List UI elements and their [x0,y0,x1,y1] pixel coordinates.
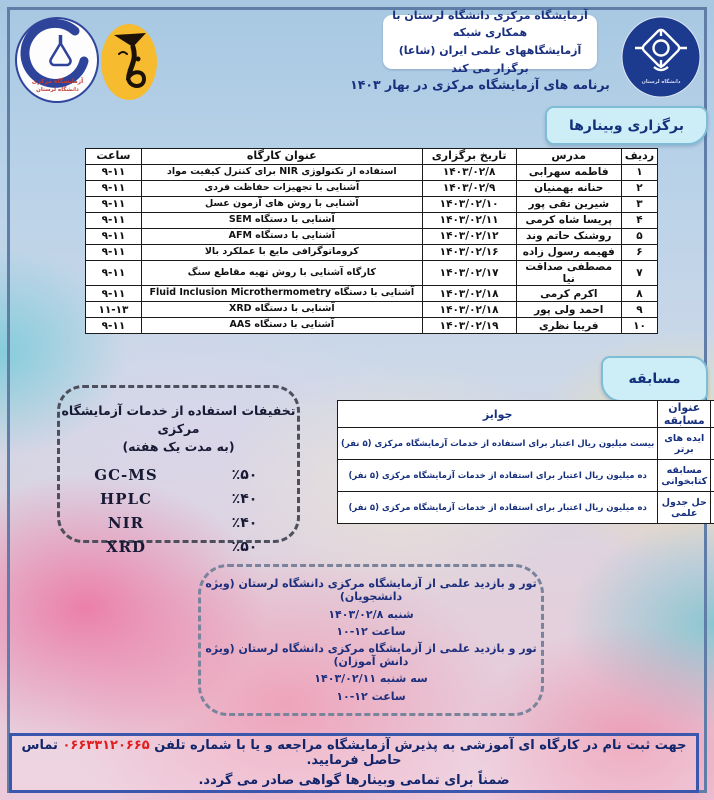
list-item [60,511,297,535]
cell-date [422,213,516,229]
footer-note [9,733,699,793]
cell-competition-title: حل جدول علمی [658,492,711,524]
list-item [60,463,297,487]
cell-date [422,229,516,245]
competition-header-row [338,401,714,428]
cell-title: آشنایی با دستگاه XRD [141,302,422,318]
time-value: ۹-۱۱ [101,182,126,195]
cell-row: ۸ [622,286,658,302]
table-row [86,213,658,229]
table-row [86,197,658,213]
tour-date-line [205,608,537,621]
webinars-table [85,148,658,334]
discounts-title-line2: (به مدت یک هفته) [122,439,235,455]
tour-time: ۱۰-۱۲ [336,689,368,703]
footer-certificate-line: ضمناً برای تمامی وبینارها گواهی صادر می گردد. [198,773,510,788]
cell-prize: ده میلیون ریال اعتبار برای استفاده از خدمات آزمایشگاه مرکزی (۵ نفر) [338,492,658,524]
col-date: تاریخ برگزاری [422,149,516,165]
tour-title: تور و بازدید علمی از آزمایشگاه مرکزی دانشگاه لرستان (ویژه دانش آموزان) [205,642,537,669]
university-emblem-icon [621,16,701,98]
discount-service: GC-MS [94,466,158,485]
tour-title: تور و بازدید علمی از آزمایشگاه مرکزی دانشگاه لرستان (ویژه دانشجویان) [205,577,537,604]
cell-row [711,492,714,524]
cell-title: آشنایی با دستگاه AAS [141,318,422,334]
central-lab-logo [15,17,100,104]
cell-row: ۱ [622,165,658,181]
cell-date [422,197,516,213]
tour-time-label: ساعت [371,689,406,703]
cell-time [86,245,142,261]
discount-percent: ٪۴۰ [231,491,258,508]
time-value: ۹-۱۱ [101,166,126,179]
cell-row: ۵ [622,229,658,245]
webinars-header-row [86,149,658,165]
discount-service: HPLC [100,490,152,509]
cell-time [86,318,142,334]
col-competition-title: عنوان مسابقه [658,401,711,428]
tour-time-label: ساعت [371,624,406,638]
table-row [86,165,658,181]
cell-title: آشنایی با روش های آزمون عسل [141,197,422,213]
table-row [86,245,658,261]
footer-text-after-phone: تماس حاصل فرمایید. [21,738,402,768]
discounts-title-line1: تخفیفات استفاده از خدمات آزمایشگاه مرکزی [61,403,296,437]
cell-time [86,261,142,286]
tour-time-line [205,625,537,638]
cell-date [422,318,516,334]
date-value: ۱۴۰۳/۰۲/۸ [442,166,496,179]
competition-table [337,400,714,524]
table-row [86,229,658,245]
date-value: ۱۴۰۳/۰۲/۱۸ [439,303,499,316]
tour-time: ۱۰-۱۲ [336,624,368,638]
competition-section-banner: مسابقه [601,356,708,402]
cell-time [86,165,142,181]
discounts-box [57,385,300,557]
date-value: ۱۴۰۳/۰۲/۱۶ [439,246,499,259]
cell-date [422,165,516,181]
cell-title: آشنایی با تجهیزات حفاظت فردی [141,181,422,197]
cell-prize: ده میلیون ریال اعتبار برای استفاده از خدمات آزمایشگاه مرکزی (۵ نفر) [338,460,658,492]
cell-instructor: احمد ولی پور [516,302,622,318]
col-row [711,401,714,428]
cell-row: ۴ [622,213,658,229]
table-row [86,181,658,197]
table-row [338,492,714,524]
table-row [86,261,658,286]
cell-title: کارگاه آشنایی با روش تهیه مقاطع سنگ [141,261,422,286]
cell-row: ۲ [622,181,658,197]
cell-date [422,245,516,261]
col-row: ردیف [622,149,658,165]
time-value: ۹-۱۱ [101,287,126,300]
central-lab-logo-line1: آزمایشگاه مرکزی [31,78,84,85]
col-prize: جوایز [338,401,658,428]
poster-title-line2: آزمایشگاههای علمی ایران (شاعا) برگزار می کند [398,44,582,75]
cell-row [711,428,714,460]
discount-percent: ٪۴۰ [231,515,258,532]
date-value: ۱۴۰۳/۰۲/۱۷ [439,267,499,280]
cell-instructor: فهیمه رسول زاده [516,245,622,261]
date-value: ۱۴۰۳/۰۲/۱۲ [439,230,499,243]
university-logo [621,16,701,98]
discount-percent: ٪۵۰ [231,539,258,556]
footer-text-before-phone: جهت ثبت نام در کارگاه ای آموزشی به پذیرش آزمایشگاه مراجعه و یا با شماره تلفن [154,738,687,753]
cell-title: کروماتوگرافی مایع با عملکرد بالا [141,245,422,261]
poster-title-line1: آزمایشگاه مرکزی دانشگاه لرستان با همکاری شبکه [392,8,588,40]
cell-title: آشنایی با دستگاه Fluid Inclusion Microthermometry [141,286,422,302]
table-row [86,286,658,302]
cell-instructor: شیرین تقی پور [516,197,622,213]
date-value: ۱۴۰۳/۰۲/۱۸ [439,287,499,300]
col-instructor: مدرس [516,149,622,165]
tours-box [198,564,544,716]
phone-number: ۰۶۶۳۳۱۲۰۶۶۵ [62,738,150,753]
tour-date: ۱۴۰۳/۰۲/۱۱ [314,672,377,686]
time-value: ۹-۱۱ [101,319,126,332]
cell-instructor: پریسا شاه کرمی [516,213,622,229]
cell-date [422,302,516,318]
discounts-list [60,463,297,559]
shaa-calligraphy-icon [100,23,158,101]
cell-date [422,181,516,197]
date-value: ۱۴۰۳/۰۲/۹ [442,182,496,195]
table-row [338,460,714,492]
cell-time [86,213,142,229]
cell-instructor: اکرم کرمی [516,286,622,302]
time-value: ۹-۱۱ [101,246,126,259]
cell-title: استفاده از تکنولوژی NIR برای کنترل کیفیت مواد [141,165,422,181]
cell-row [711,460,714,492]
cell-row: ۹ [622,302,658,318]
cell-competition-title: مسابقه کتابخوانی [658,460,711,492]
date-value: ۱۴۰۳/۰۲/۱۱ [439,214,499,227]
footer-registration-line [12,738,696,768]
tour-time-line [205,690,537,703]
tour-day: شنبه [387,607,414,621]
cell-row: ۱۰ [622,318,658,334]
cell-competition-title: ایده های برتر [658,428,711,460]
cell-row: ۳ [622,197,658,213]
cell-prize: بیست میلیون ریال اعتبار برای استفاده از خدمات آزمایشگاه مرکزی (۵ نفر) [338,428,658,460]
webinars-section-banner: برگزاری وبینارها [545,106,708,145]
discount-service: NIR [107,514,145,533]
cell-instructor: فاطمه سهرابی [516,165,622,181]
list-item [60,535,297,559]
poster-title [383,8,597,75]
cell-instructor: حنانه بهمنیان [516,181,622,197]
cell-row: ۶ [622,245,658,261]
date-value: ۱۴۰۳/۰۲/۱۹ [439,319,499,332]
central-lab-logo-line2: دانشگاه لرستان [36,87,79,93]
time-value: ۹-۱۱ [101,230,126,243]
university-logo-label: دانشگاه لرستان [641,79,681,85]
discount-service: XRD [105,538,147,557]
poster-subtitle: برنامه های آزمایشگاه مرکزی در بهار ۱۴۰۳ [350,77,610,92]
time-value: ۱۱-۱۳ [98,303,129,316]
cell-date [422,286,516,302]
cell-time [86,181,142,197]
table-row [338,428,714,460]
cell-instructor: روشنک حاتم وند [516,229,622,245]
cell-time [86,197,142,213]
time-value: ۹-۱۱ [101,214,126,227]
cell-instructor: مصطفی صداقت نیا [516,261,622,286]
col-title: عنوان کارگاه [141,149,422,165]
cell-time [86,286,142,302]
cell-time [86,229,142,245]
tour-date-line [205,672,537,685]
cell-row: ۷ [622,261,658,286]
shaa-network-logo [100,23,158,101]
table-row [86,302,658,318]
cell-time [86,302,142,318]
list-item [60,487,297,511]
cell-date [422,261,516,286]
tour-date: ۱۴۰۳/۰۲/۸ [328,607,384,621]
col-time: ساعت [86,149,142,165]
discount-percent: ٪۵۰ [231,467,258,484]
tour-day: سه شنبه [379,672,428,686]
time-value: ۹-۱۱ [101,198,126,211]
date-value: ۱۴۰۳/۰۲/۱۰ [439,198,499,211]
table-row [86,318,658,334]
cell-title: آشنایی با دستگاه SEM [141,213,422,229]
cell-title: آشنایی با دستگاه AFM [141,229,422,245]
cell-instructor: فریبا نظری [516,318,622,334]
time-value: ۹-۱۱ [101,267,126,280]
